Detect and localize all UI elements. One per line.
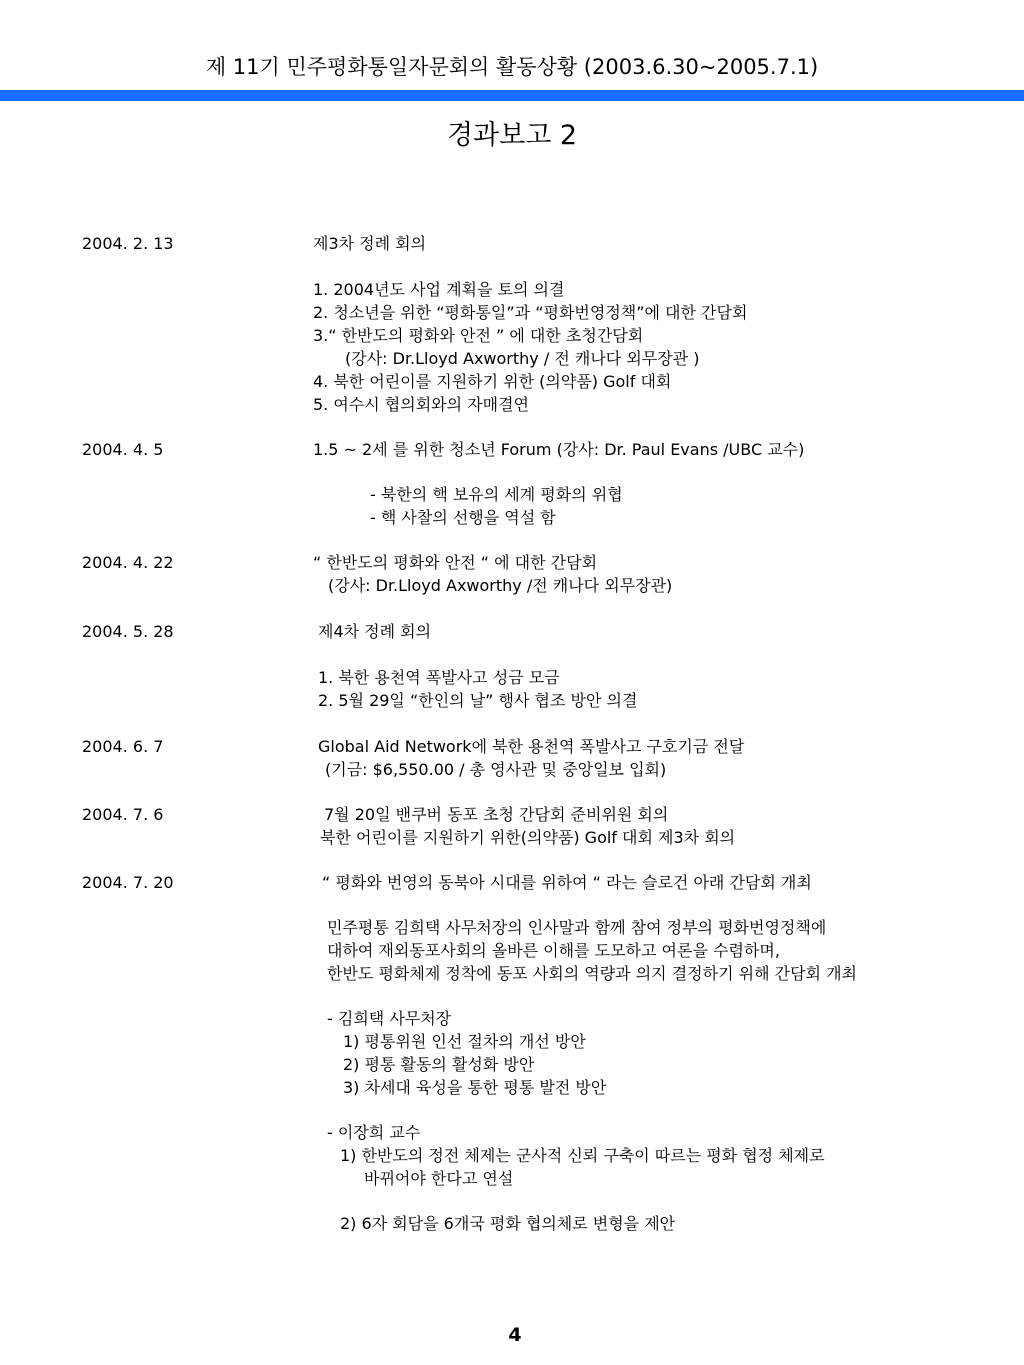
entry-date: 2004. 4. 22	[82, 553, 174, 572]
entry-line: - 북한의 핵 보유의 세계 평화의 위협	[370, 485, 623, 504]
speaker-point: 3) 차세대 육성을 통한 평통 발전 방안	[343, 1078, 607, 1097]
header-rule	[0, 90, 1024, 101]
entry-line: 4. 북한 어린이를 지원하기 위한 (의약품) Golf 대회	[313, 372, 672, 391]
entry-line: (기금: $6,550.00 / 총 영사관 및 중앙일보 입회)	[325, 760, 667, 779]
paragraph-line: 민주평통 김희택 사무처장의 인사말과 함께 참여 정부의 평화번영정책에	[327, 918, 827, 937]
speaker-point: 2) 평통 활동의 활성화 방안	[343, 1055, 535, 1074]
speaker-point: 1) 평통위원 인선 절차의 개선 방안	[343, 1032, 586, 1051]
entry-line: 5. 여수시 협의회와의 자매결연	[313, 395, 529, 414]
header-title: 제 11기 민주평화통일자문회의 활동상황 (2003.6.30~2005.7.1)	[205, 55, 819, 79]
entry-date: 2004. 5. 28	[82, 622, 174, 641]
entry-heading-main: 1.5 ~ 2세 를 위한 청소년 Forum	[313, 440, 552, 459]
entry-heading: “ 평화와 번영의 동북아 시대를 위하여 “ 라는 슬로건 아래 간담회 개최	[322, 873, 812, 892]
entry-heading	[313, 438, 804, 461]
entry-heading-secondary: 북한 어린이를 지원하기 위한(의약품) Golf 대회 제3차 회의	[320, 828, 736, 847]
speaker-point: 2) 6자 회담을 6개국 평화 협의체로 변형을 제안	[340, 1214, 676, 1233]
paragraph-line: 대하여 재외동포사회의 올바른 이해를 도모하고 여론을 수렴하며,	[327, 941, 780, 960]
speaker-name: - 이장희 교수	[327, 1123, 421, 1142]
entry-heading: “ 한반도의 평화와 안전 “ 에 대한 간담회	[313, 553, 598, 572]
entry-date: 2004. 7. 6	[82, 805, 164, 824]
report-title: 경과보고 2	[446, 120, 578, 151]
paragraph-line: 한반도 평화체제 정착에 동포 사회의 역량과 의지 결정하기 위해 간담회 개최	[327, 964, 857, 983]
entry-heading: 제3차 정례 회의	[313, 234, 427, 253]
entry-line: (강사: Dr.Lloyd Axworthy / 전 캐나다 외무장관 )	[345, 349, 700, 368]
entry-line: 1. 북한 용천역 폭발사고 성금 모금	[318, 668, 560, 687]
entry-line: 1. 2004년도 사업 계획을 토의 의결	[313, 280, 565, 299]
entry-heading-note: (강사: Dr. Paul Evans /UBC 교수)	[556, 440, 805, 459]
entry-date: 2004. 7. 20	[82, 873, 174, 892]
speaker-point: 바뀌어야 한다고 연설	[364, 1169, 514, 1188]
speaker-point: 1) 한반도의 정전 체제는 군사적 신뢰 구축이 따르는 평화 협정 체제로	[340, 1146, 825, 1165]
entry-date: 2004. 6. 7	[82, 737, 164, 756]
entry-line: - 핵 사찰의 선행을 역설 함	[370, 508, 556, 527]
entry-line: (강사: Dr.Lloyd Axworthy /전 캐나다 외무장관)	[328, 576, 673, 595]
speaker-name: - 김희택 사무처장	[327, 1009, 452, 1028]
entry-line: 3.“ 한반도의 평화와 안전 ” 에 대한 초청간담회	[313, 326, 644, 345]
page-number: 4	[508, 1324, 522, 1346]
entry-heading: 7월 20일 밴쿠버 동포 초청 간담회 준비위원 회의	[324, 805, 669, 824]
entry-date: 2004. 2. 13	[82, 234, 174, 253]
entry-line: 2. 5월 29일 “한인의 날” 행사 협조 방안 의결	[318, 691, 638, 710]
entry-heading: Global Aid Network에 북한 용천역 폭발사고 구호기금 전달	[318, 737, 745, 756]
entry-date: 2004. 4. 5	[82, 440, 164, 459]
entry-line: 2. 청소년을 위한 “평화통일”과 “평화번영정책”에 대한 간담회	[313, 303, 748, 322]
entry-heading: 제4차 정례 회의	[318, 622, 432, 641]
